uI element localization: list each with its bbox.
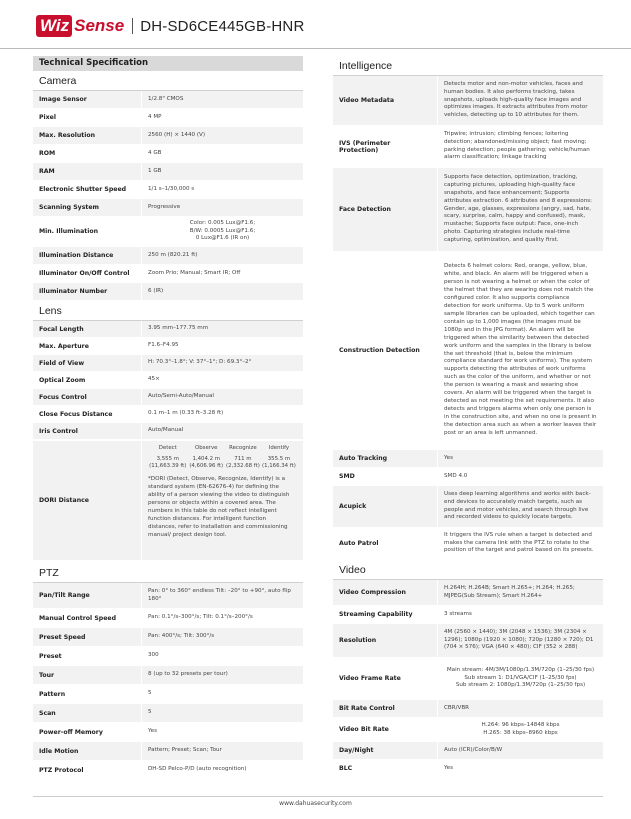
section-video: Video [333, 560, 603, 580]
spec-key: DORI Distance [33, 441, 141, 560]
spec-row [33, 247, 303, 265]
spec-row [33, 389, 303, 406]
dori-header: Detect [158, 445, 177, 451]
spec-row [333, 742, 603, 760]
spec-value: Yes [142, 723, 303, 741]
value-line: H.264: 96 kbps–14848 kbps [481, 721, 560, 728]
spec-key: Bit Rate Control [333, 700, 437, 717]
spec-key: Auto Tracking [333, 450, 437, 467]
spec-key: Focal Length [33, 321, 141, 337]
spec-row [33, 217, 303, 247]
spec-key: Optical Zoom [33, 372, 141, 388]
spec-key: Preset [33, 647, 141, 665]
spec-row [33, 91, 303, 109]
spec-key: Face Detection [333, 168, 437, 251]
spec-row [33, 283, 303, 301]
spec-value: CBR/VBR [438, 700, 603, 717]
spec-value: 2560 (H) × 1440 (V) [142, 127, 303, 144]
spec-value: Yes [438, 450, 603, 467]
dori-header: Recognize [229, 445, 257, 451]
spec-key: Streaming Capability [333, 606, 437, 623]
spec-value: 45× [142, 372, 303, 388]
spec-value: SMD 4.0 [438, 468, 603, 485]
value-line: Sub stream 1: D1/VGA/CIF (1–25/30 fps) [464, 674, 577, 681]
spec-value: 1 GB [142, 163, 303, 180]
spec-value: Uses deep learning algorithms and works with back-end devices to accurately match targets, such as people and motor vehicles, and search through live and recorded videos to quickly locate targets. [438, 486, 603, 527]
spec-row [33, 127, 303, 145]
spec-row [33, 685, 303, 704]
logo-sense: Sense [74, 16, 125, 35]
spec-key: Power-off Memory [33, 723, 141, 741]
spec-value [438, 658, 603, 699]
spec-value [438, 718, 603, 741]
spec-row [33, 181, 303, 199]
spec-value: It triggers the IVS rule when a target is detected and makes the camera link with the PTZ to rotate to the position of the target and patrol based on its presets. [438, 528, 603, 559]
spec-key: Iris Control [33, 423, 141, 439]
section-intelligence: Intelligence [333, 56, 603, 76]
spec-row [33, 265, 303, 283]
spec-row [333, 468, 603, 486]
header-separator [132, 18, 133, 34]
spec-value: Pan: 0.1°/s–300°/s; Tilt: 0.1°/s–200°/s [142, 609, 303, 627]
spec-value: 4 MP [142, 109, 303, 126]
section-lens: Lens [33, 301, 303, 321]
spec-key: Idle Motion [33, 742, 141, 760]
spec-value: F1.6–F4.95 [142, 338, 303, 354]
spec-key: Video Frame Rate [333, 658, 437, 699]
spec-row [333, 624, 603, 658]
dori-value: 711 m (2,332.68 ft) [225, 456, 260, 470]
spec-key: Field of View [33, 355, 141, 371]
spec-key: Scan [33, 704, 141, 722]
spec-key: Illuminator On/Off Control [33, 265, 141, 282]
spec-row [333, 126, 603, 168]
spec-row [33, 423, 303, 440]
spec-row [333, 168, 603, 252]
header-divider [0, 48, 631, 49]
spec-value: Pan: 400°/s; Tilt: 300°/s [142, 628, 303, 646]
spec-value: Auto/Manual [142, 423, 303, 439]
model-number: DH-SD6CE445GB-HNR [140, 17, 305, 35]
spec-row [333, 528, 603, 560]
spec-row [33, 109, 303, 127]
spec-row [33, 321, 303, 338]
spec-key: Manual Control Speed [33, 609, 141, 627]
dori-header: Identify [268, 445, 290, 451]
spec-key: IVS (Perimeter Protection) [333, 126, 437, 167]
right-column [333, 56, 603, 778]
logo-wiz: Wiz [36, 15, 72, 37]
dori-note: *DORI (Detect, Observe, Recognize, Identify) is a standard system (EN-62676-4) for defining the ability of a person viewing the video to distinguish persons or objects within a covered area. The numbers in this table do not reflect intelligent function distances. For intelligent function distances, refer to installation and commissioning manual/ project design tool. [148, 476, 290, 538]
spec-row [33, 372, 303, 389]
spec-value: Pattern; Preset; Scan; Tour [142, 742, 303, 760]
section-ptz: PTZ [33, 563, 303, 583]
spec-key: Video Metadata [333, 76, 437, 125]
spec-row [333, 76, 603, 126]
spec-key: Image Sensor [33, 91, 141, 108]
spec-key: Max. Resolution [33, 127, 141, 144]
spec-value: 0.1 m–1 m (0.33 ft–3.28 ft) [142, 406, 303, 422]
spec-key: Max. Aperture [33, 338, 141, 354]
value-line: Color: 0.005 Lux@F1.6; [189, 219, 256, 226]
spec-row [33, 628, 303, 647]
spec-row [33, 163, 303, 181]
spec-key: Day/Night [333, 742, 437, 759]
spec-row [333, 606, 603, 624]
spec-key: SMD [333, 468, 437, 485]
spec-row [333, 486, 603, 528]
spec-row [33, 355, 303, 372]
spec-value [142, 217, 303, 246]
spec-key: Acupick [333, 486, 437, 527]
spec-row [333, 450, 603, 468]
spec-key: BLC [333, 760, 437, 777]
value-line: B/W: 0.0005 Lux@F1.6; [189, 227, 256, 234]
spec-row [333, 760, 603, 778]
spec-value: Auto/Semi-Auto/Manual [142, 389, 303, 405]
spec-title: Technical Specification [33, 56, 303, 71]
spec-key: Close Focus Distance [33, 406, 141, 422]
spec-key: Focus Control [33, 389, 141, 405]
value-line: Main stream: 4M/3M/1080p/1.3M/720p (1–25/30 fps) [446, 666, 595, 673]
spec-value: Zoom Prio; Manual; Smart IR; Off [142, 265, 303, 282]
spec-row [33, 742, 303, 761]
spec-key: Video Compression [333, 580, 437, 605]
spec-row [33, 761, 303, 780]
spec-key: Electronic Shutter Speed [33, 181, 141, 198]
spec-key: Illumination Distance [33, 247, 141, 264]
value-line: 0 Lux@F1.6 (IR on) [195, 235, 250, 242]
page-header [36, 13, 305, 39]
spec-value: 250 m (820.21 ft) [142, 247, 303, 264]
spec-row [333, 252, 603, 450]
spec-row [333, 580, 603, 606]
spec-value: Tripwire; intrusion; climbing fences; loitering detection; abandoned/missing object; fast moving; parking detection; people gathering; vehicle/human alarm classification; linkage tracking [438, 126, 603, 167]
value-line: H.265: 38 kbps–8960 kbps [483, 729, 558, 736]
spec-row [33, 145, 303, 163]
spec-key: Auto Patrol [333, 528, 437, 559]
spec-row [333, 658, 603, 700]
dori-value: 3,555 m (11,663.39 ft) [149, 456, 187, 470]
spec-row [333, 700, 603, 718]
spec-key: Scanning System [33, 199, 141, 216]
spec-value: 1/1 s–1/30,000 s [142, 181, 303, 198]
spec-value: 4 GB [142, 145, 303, 162]
spec-row [333, 718, 603, 742]
spec-row [33, 583, 303, 609]
spec-value: Supports face detection, optimization, tracking, capturing pictures, uploading high-quality face snapshots, and face enhancement; Supports attributes extraction. 6 attributes and 8 expressions: Gender, age, glasses, expressions (angry, sad, hate, scary, surprise, calm, happy and confused), mask, mustache; Supports face output: Face, one-inch photo. Capturing strategies include real-time capturing, optimization, and quality first. [438, 168, 603, 251]
spec-row [33, 406, 303, 423]
spec-row [33, 609, 303, 628]
spec-value: Auto (ICR)/Color/B/W [438, 742, 603, 759]
left-column [33, 56, 303, 780]
spec-value: 6 (IR) [142, 283, 303, 300]
dori-row [33, 441, 303, 561]
spec-value: DH-SD Pelco-P/D (auto recognition) [142, 761, 303, 779]
spec-value: 4M (2560 × 1440); 3M (2048 × 1536); 3M (2304 × 1296); 1080p (1920 × 1080); 720p (1280 × 720); D1 (704 × 576); VGA (640 × 480); CIF (352 × 288) [438, 624, 603, 657]
footer-divider [33, 796, 603, 797]
spec-key: Pixel [33, 109, 141, 126]
spec-value: Progressive [142, 199, 303, 216]
spec-value: H.264H; H.264B; Smart H.265+; H.264; H.265; MJPEG(Sub Stream); Smart H.264+ [438, 580, 603, 605]
spec-row [33, 199, 303, 217]
spec-value: 5 [142, 704, 303, 722]
spec-row [33, 704, 303, 723]
spec-key: PTZ Protocol [33, 761, 141, 779]
spec-value: H: 70.3°–1.8°; V: 37°–1°; D: 69.3°–2° [142, 355, 303, 371]
spec-value: Detects motor and non-motor vehicles, faces and human bodies. It also performs tracking, takes snapshots, uploads high-quality face images and optimizes images. It extracts attributes from motor vehicles, detecting up to 10 attributes for them. [438, 76, 603, 125]
spec-key: Video Bit Rate [333, 718, 437, 741]
spec-value: 3 streams [438, 606, 603, 623]
spec-key: ROM [33, 145, 141, 162]
value-line: Sub stream 2: 1080p/1.3M/720p (1–25/30 fps) [455, 682, 586, 689]
dori-value: 1,404.2 m (4,606.96 ft) [189, 456, 224, 470]
spec-value: Pan: 0° to 360° endless Tilt: –20° to +90°, auto flip 180° [142, 583, 303, 608]
spec-row [33, 723, 303, 742]
spec-key: Tour [33, 666, 141, 684]
spec-value: 1/2.8" CMOS [142, 91, 303, 108]
dori-value: 355.5 m (1,166.34 ft) [262, 456, 296, 470]
wizsense-logo [36, 14, 124, 38]
footer-url: www.dahuasecurity.com [279, 800, 352, 807]
spec-key: Illuminator Number [33, 283, 141, 300]
spec-value: 3.95 mm–177.75 mm [142, 321, 303, 337]
spec-row [33, 666, 303, 685]
spec-key: RAM [33, 163, 141, 180]
spec-row [33, 338, 303, 355]
spec-row [33, 647, 303, 666]
spec-key: Resolution [333, 624, 437, 657]
spec-value: Yes [438, 760, 603, 777]
spec-key: Construction Detection [333, 252, 437, 449]
spec-key: Pattern [33, 685, 141, 703]
section-camera: Camera [33, 71, 303, 91]
spec-key: Min. Illumination [33, 217, 141, 246]
spec-key: Pan/Tilt Range [33, 583, 141, 608]
spec-value: Detects 6 helmet colors: Red, orange, yellow, blue, white, and black. An alarm will be triggered when a person is not wearing a helmet or when the color of the helmet that they are wearing does not match the configured color. It also supports compliance detection for work uniforms. Up to 5 work uniform sample libraries can be uploaded, which together can contain up to 1,000 images (the images must be 1080p and in the JPG format). An alarm will be triggered when the similarity between the detected work uniform and the samples in the library is below the set threshold (that is, below the minimum compliance standard for work uniforms). The system supports detecting the attributes of work uniforms such as the color of the uniform, and whether or not the person is wearing a mask and wearing shoe covers. An alarm will be triggered when the target is detected as not meeting the set requirements. It also detects and triggers alarms when only one person is in the construction site, and when no one is present in the detection area such as when a worker leaves their post or an area is left unmanned. [438, 252, 603, 449]
dori-table [142, 441, 303, 560]
spec-value: 300 [142, 647, 303, 665]
dori-header: Observe [194, 445, 218, 451]
spec-value: 5 [142, 685, 303, 703]
spec-key: Preset Speed [33, 628, 141, 646]
spec-value: 8 (up to 32 presets per tour) [142, 666, 303, 684]
